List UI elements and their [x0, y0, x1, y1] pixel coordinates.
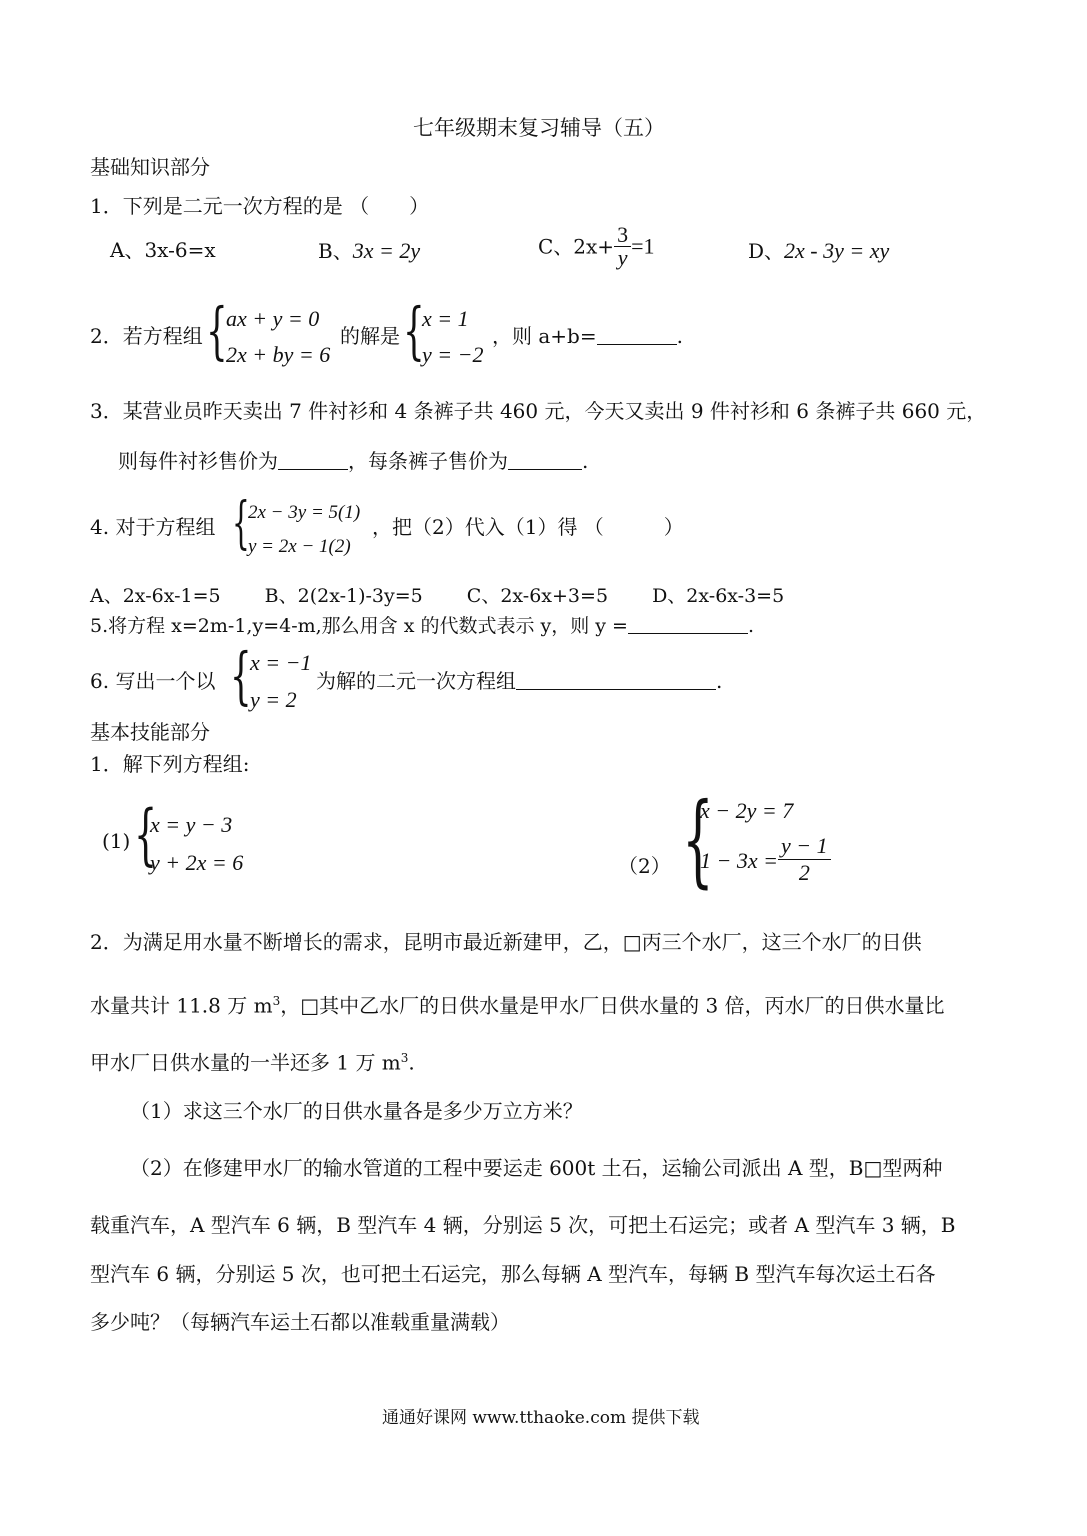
q2-solution-x: x = 1 [422, 306, 469, 331]
skill-2-subquestion-2-line1: （2）在修建甲水厂的输水管道的工程中要运走 600t 土石，运输公司派出 A 型，B□型两种 [130, 1156, 943, 1180]
skill-2-line1: 2．为满足用水量不断增长的需求，昆明市最近新建甲，乙，□丙三个水厂，这三个水厂的日供 [90, 930, 922, 954]
left-brace-icon: { [230, 639, 252, 712]
q1-option-b: B、3x = 2y [318, 238, 421, 263]
section-heading-basic-skills: 基本技能部分 [90, 720, 210, 744]
skill-1-stem: 1．解下列方程组: [90, 752, 250, 776]
left-brace-icon: { [134, 796, 158, 873]
skill-2-subquestion-2-line2: 载重汽车，A 型汽车 6 辆，B 型汽车 4 辆，分别运 5 次，可把土石运完；或者 A 型汽车 3 辆，B [90, 1213, 956, 1237]
skill-2-line2: 水量共计 11.8 万 $m^3$，□其中乙水厂的日供水量是甲水厂日供水量的 3 倍，丙水厂的日供水量比 [90, 993, 945, 1018]
q6-solution-x: x = −1 [250, 650, 312, 675]
left-brace-icon: { [232, 491, 250, 556]
q6-solution-y: y = 2 [250, 687, 297, 712]
left-brace-icon: { [403, 294, 425, 367]
q1-option-c: C、2x+ $\frac{3}{y}$ =1 [538, 222, 655, 270]
left-brace-icon: { [682, 781, 714, 898]
question-1-stem: 1．下列是二元一次方程的是 （ ） [90, 194, 430, 218]
q2-answer: ，则 a+b= . [492, 324, 683, 348]
skill-2-subquestion-2-line3: 型汽车 6 辆，分别运 5 次，也可把土石运完，那么每辆 A 型汽车，每辆 B 型汽车每次运土石各 [90, 1262, 936, 1286]
q1-option-d: D、2x - 3y = xy [748, 238, 890, 263]
shirt-price-blank[interactable] [278, 469, 348, 470]
skill-1-part2-eq1: x − 2y = 7 [700, 798, 794, 823]
q4-suffix: ，把（2）代入（1）得 （ ） [372, 515, 684, 539]
q2-system-eq1: ax + y = 0 [226, 306, 320, 331]
q2-mid-text: 的解是 [340, 324, 400, 348]
question-2-prefix: 2．若方程组 [90, 324, 203, 348]
skill-1-part2-eq2-left: 1 − 3x = [700, 848, 778, 873]
question-3-line2: 则每件衬衫售价为 ，每条裤子售价为 . [118, 449, 589, 473]
question-6-prefix: 6. 写出一个以 [90, 669, 216, 693]
question-6-suffix: 为解的二元一次方程组 . [316, 669, 723, 693]
page-title: 七年级期末复习辅导（五） [413, 116, 665, 140]
skill-1-part1-eq2: y + 2x = 6 [150, 850, 244, 875]
question-3-line1: 3．某营业员昨天卖出 7 件衬衫和 4 条裤子共 460 元，今天又卖出 9 件衬衫和 6 条裤子共 660 元， [90, 399, 987, 423]
pants-price-blank[interactable] [508, 469, 582, 470]
skill-2-line3: 甲水厂日供水量的一半还多 1 万 $m^3$. [90, 1050, 415, 1075]
q2-solution-y: y = −2 [422, 342, 484, 367]
skill-1-part2-label: （2） [618, 854, 671, 878]
fraction: $\frac{3}{y}$ [614, 224, 631, 269]
left-brace-icon: { [206, 294, 228, 367]
q4-options: A、2x-6x-1=5 B、2(2x-1)-3y=5 C、2x-6x+3=5 D、2x-6x-3=5 [90, 585, 785, 607]
q2-system-eq2: 2x + by = 6 [226, 342, 331, 367]
answer-blank[interactable] [597, 344, 677, 345]
q4-system-eq1: 2x − 3y = 5(1) [248, 502, 361, 523]
skill-1-part1-eq1: x = y − 3 [150, 812, 233, 837]
page-footer: 通通好课网 www.tthaoke.com 提供下载 [382, 1408, 700, 1428]
skill-2-subquestion-2-line4: 多少吨？（每辆汽车运土石都以准载重量满载） [90, 1310, 510, 1334]
answer-blank[interactable] [628, 633, 748, 634]
skill-1-part1-label: (1) [102, 829, 131, 853]
q1-option-a: A、3x-6=x [110, 238, 216, 262]
skill-1-part2-fraction: $\frac{y - 1}{2}$ [778, 833, 831, 886]
answer-blank[interactable] [516, 689, 716, 690]
skill-2-subquestion-1: （1）求这三个水厂的日供水量各是多少万立方米？ [130, 1099, 583, 1123]
question-5: 5.将方程 x=2m-1,y=4-m,那么用含 x 的代数式表示 y，则 y = . [90, 615, 755, 637]
q4-system-eq2: y = 2x − 1(2) [248, 536, 351, 557]
section-heading-basic-knowledge: 基础知识部分 [90, 155, 210, 179]
question-4-prefix: 4. 对于方程组 [90, 515, 216, 539]
